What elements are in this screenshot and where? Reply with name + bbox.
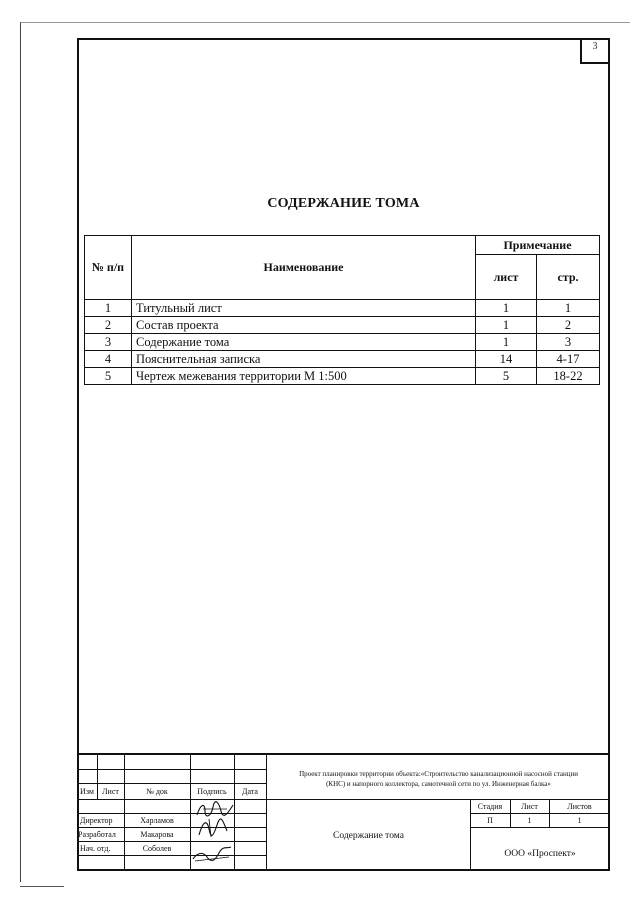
drawing-frame — [77, 38, 610, 871]
stage-label: Стадия — [477, 802, 503, 811]
document-title: СОДЕРЖАНИЕ ТОМА — [267, 196, 420, 211]
header-list: Лист — [102, 787, 119, 796]
organization-name: ООО «Проспект» — [504, 849, 576, 859]
row-number: 1 — [85, 300, 132, 317]
header-note: Примечание — [476, 236, 600, 255]
name-dept-head: Соболев — [142, 844, 172, 853]
title-block-stamp — [77, 753, 610, 869]
header-page: стр. — [537, 255, 600, 300]
role-dept-head: Нач. отд. — [80, 844, 111, 853]
row-number: 3 — [85, 334, 132, 351]
row-name: Титульный лист — [132, 300, 476, 317]
project-line-2: (КНС) и напорного коллектора, самотечной сети по ул. Инженерная балка» — [326, 780, 551, 788]
header-number: № п/п — [85, 236, 132, 300]
row-name: Содержание тома — [132, 334, 476, 351]
list-value: 1 — [527, 816, 532, 825]
project-line-1: Проект планировки территории объекта:«Строительство канализационной насосной станции — [299, 770, 578, 778]
contents-table — [84, 235, 600, 385]
row-name: Состав проекта — [132, 317, 476, 334]
row-page: 1 — [537, 300, 600, 317]
header-name: Наименование — [132, 236, 476, 300]
lists-label: Листов — [567, 802, 592, 811]
header-sheet: лист — [476, 255, 537, 300]
name-director: Харламов — [140, 816, 174, 825]
signature-developer-icon — [193, 817, 235, 839]
page-number: 3 — [580, 38, 610, 64]
list-label: Лист — [521, 802, 538, 811]
role-developer: Разработал — [78, 830, 116, 839]
row-sheet: 1 — [476, 317, 537, 334]
table-row — [85, 351, 600, 368]
header-signature: Подпись — [197, 787, 227, 796]
row-sheet: 14 — [476, 351, 537, 368]
table-row — [85, 334, 600, 351]
row-name: Чертеж межевания территории М 1:500 — [132, 368, 476, 385]
row-number: 4 — [85, 351, 132, 368]
table-row — [85, 300, 600, 317]
scan-edge-mark — [20, 886, 64, 887]
table-row — [85, 368, 600, 385]
row-sheet: 1 — [476, 334, 537, 351]
stage-value: П — [487, 816, 493, 825]
header-date: Дата — [242, 787, 258, 796]
row-page: 4-17 — [537, 351, 600, 368]
row-page: 18-22 — [537, 368, 600, 385]
row-page: 3 — [537, 334, 600, 351]
header-izm: Изм — [80, 787, 94, 796]
signature-dept-head-icon — [189, 843, 233, 865]
row-name: Пояснительная записка — [132, 351, 476, 368]
project-description — [267, 769, 610, 789]
role-director: Директор — [80, 816, 113, 825]
name-developer: Макарова — [140, 830, 174, 839]
row-number: 2 — [85, 317, 132, 334]
row-sheet: 1 — [476, 300, 537, 317]
row-sheet: 5 — [476, 368, 537, 385]
table-row — [85, 317, 600, 334]
row-page: 2 — [537, 317, 600, 334]
row-number: 5 — [85, 368, 132, 385]
header-doc-number: № док — [146, 787, 168, 796]
sheet-name: Содержание тома — [333, 831, 404, 841]
lists-value: 1 — [577, 816, 582, 825]
